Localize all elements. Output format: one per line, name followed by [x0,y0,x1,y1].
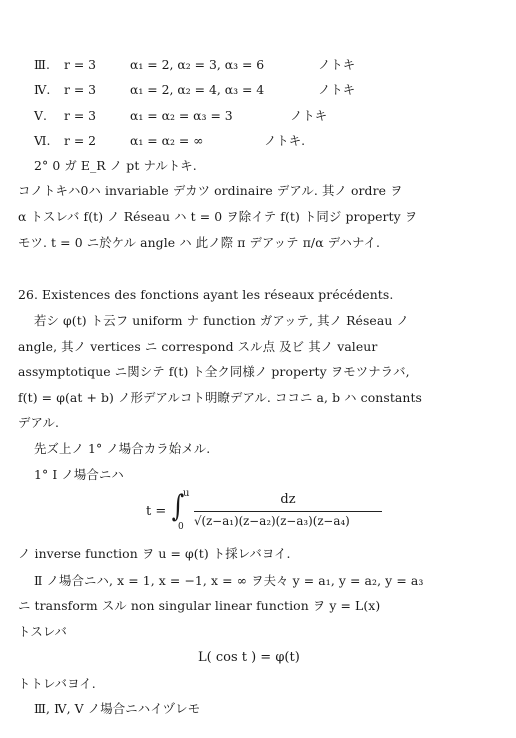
paragraph-line: angle, 其ノ vertices ニ correspond スル点 及ビ 其ノ valeur [18,339,378,354]
case-r: r = 3 [64,108,97,123]
case-row [34,82,474,98]
case-end: ノトキ [318,57,356,72]
paragraph-line: ニ transform スル non singular linear function ヲ y = L(x) [18,598,381,613]
paragraph-line: Ⅱ ノ場合ニハ, x = 1, x = −1, x = ∞ ヲ夫々 y = a₁, y = a₂, y = a₃ [34,573,424,588]
case-end: ノトキ. [264,133,306,148]
case-label: Ⅵ. [34,133,51,148]
paragraph-line: デアル. [18,415,60,430]
formula-lhs: t = [146,504,167,519]
case-2-line: 2° 0 ガ E_R ノ pt ナルトキ. [34,158,197,173]
fraction-bar [194,511,382,512]
paragraph-line: 先ズ上ノ 1° ノ場合カラ始メル. [34,441,211,456]
case-label: Ⅳ. [34,82,51,97]
case-row [34,133,474,149]
paragraph-line: ノ inverse function ヲ u = φ(t) ト採レバヨイ. [18,546,291,561]
case-r: r = 3 [64,82,97,97]
paragraph-line: f(t) = φ(at + b) ノ形デアルコト明瞭デアル. ココニ a, b ハ constants [18,390,423,405]
integral-upper-limit: u [183,488,190,499]
integral-sign: ∫ [171,489,185,524]
section-title: 26. Existences des fonctions ayant les réseaux précédents. [18,287,394,302]
case-alpha: α₁ = 2, α₂ = 3, α₃ = 6 [130,57,265,72]
paragraph-line: モツ. t = 0 ニ於ケル angle ハ 此ノ際 π デアッテ π/α デハナイ. [18,235,381,250]
case-end: ノトキ [290,108,328,123]
case-end: ノトキ [318,82,356,97]
paragraph-line: 1° Ⅰ ノ場合ニハ [34,467,124,482]
paragraph-line: Ⅲ, Ⅳ, Ⅴ ノ場合ニハイヅレモ [34,701,201,716]
integral-lower-limit: 0 [178,522,184,532]
case-alpha: α₁ = α₂ = α₃ = 3 [130,108,233,123]
formula-line: L( cos t ) = φ(t) [198,650,300,665]
formula-numerator: dz [280,492,296,507]
case-row [34,108,474,124]
case-label: Ⅲ. [34,57,50,72]
case-alpha: α₁ = 2, α₂ = 4, α₃ = 4 [130,82,265,97]
case-r: r = 3 [64,57,97,72]
paragraph-line: コノトキハ0ハ invariable デカツ ordinaire デアル. 其ノ ordre ヲ [18,183,403,198]
case-label: Ⅴ. [34,108,47,123]
formula-denominator: √(z−a₁)(z−a₂)(z−a₃)(z−a₄) [194,514,350,528]
paragraph-line: α トスレバ f(t) ノ Réseau ハ t = 0 ヲ除イテ f(t) ト同ジ property ヲ [18,209,418,224]
case-r: r = 2 [64,133,97,148]
paragraph-line: トトレバヨイ. [18,676,96,691]
paragraph-line: assymptotique ニ関シテ f(t) ト全ク同様ノ property ヲモツナラバ, [18,364,410,379]
case-alpha: α₁ = α₂ = ∞ [130,133,204,148]
case-row [34,57,474,73]
paragraph-line: 若シ φ(t) ト云フ uniform ナ function ガアッテ, 其ノ Réseau ノ [34,313,409,328]
integral-formula [146,488,386,534]
paragraph-line: トスレバ [18,624,67,639]
